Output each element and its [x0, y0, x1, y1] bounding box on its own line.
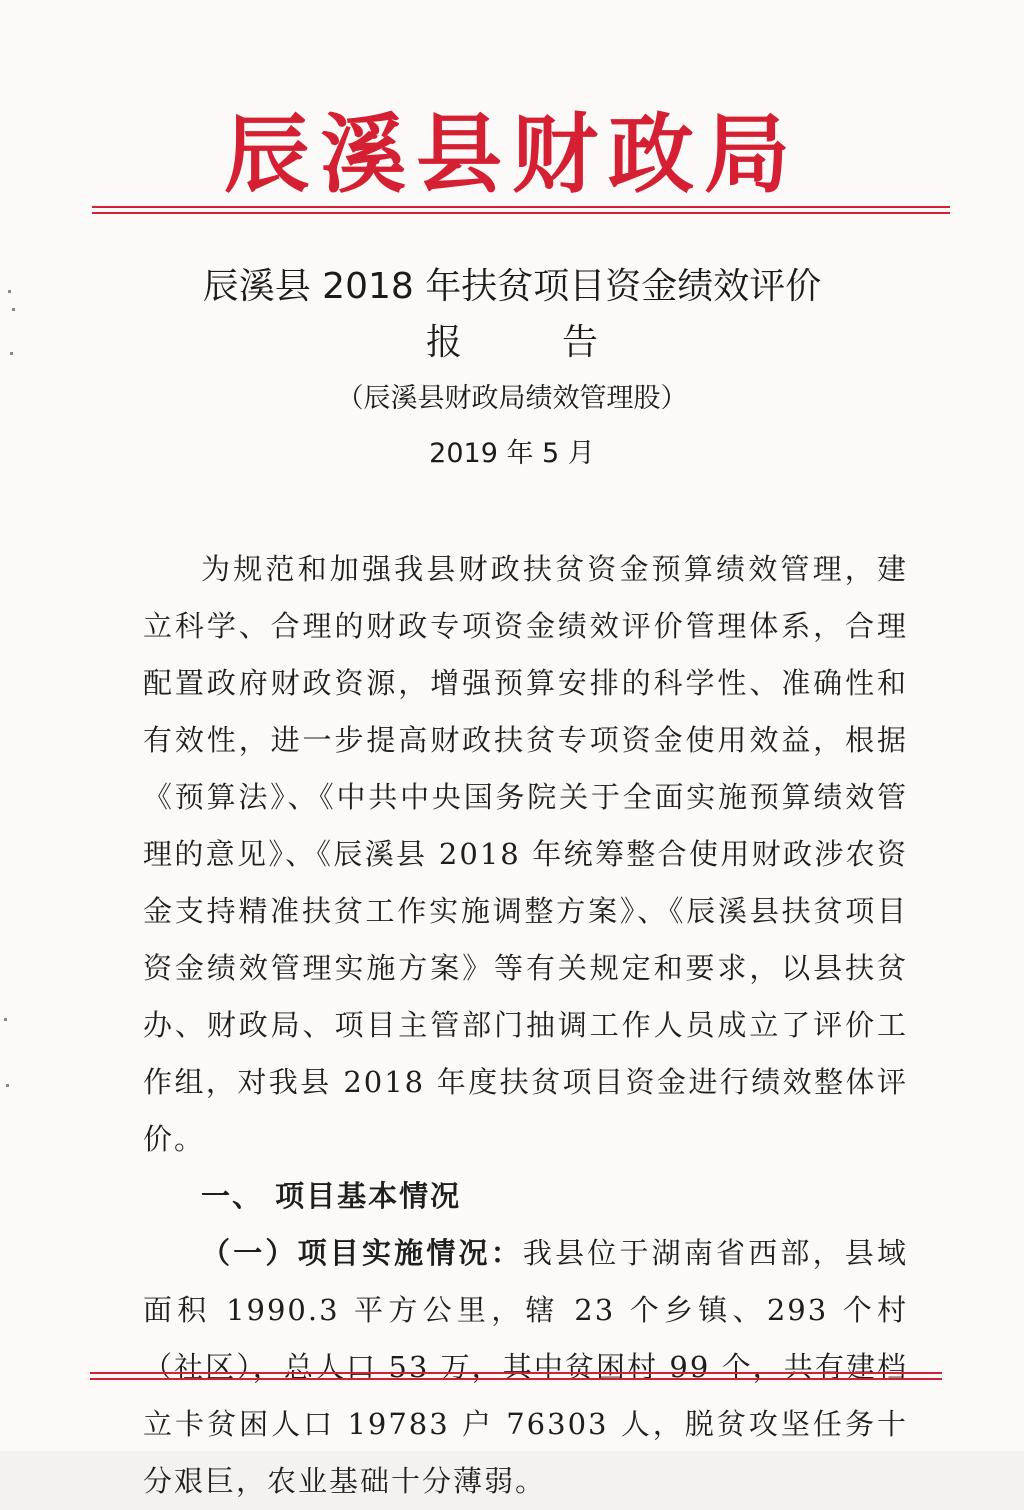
binding-mark: [4, 1018, 7, 1021]
binding-mark: [12, 308, 15, 311]
section-heading-1: 一、 项目基本情况: [201, 1179, 462, 1213]
letterhead-rule-thin: [92, 206, 950, 208]
subsection-paragraph-1: [143, 1225, 908, 1510]
report-date: 2019 年 5 月: [429, 438, 595, 469]
subsection-lead-1: （一）项目实施情况：: [201, 1236, 523, 1270]
footer-rule-thin: [90, 1372, 942, 1374]
letterhead-title: 辰溪县财政局: [224, 104, 800, 205]
report-issuer: （辰溪县财政局绩效管理股）: [336, 383, 688, 414]
binding-mark: [10, 352, 13, 355]
report-body: [143, 541, 908, 1510]
footer-rule-thick: [90, 1378, 942, 1380]
binding-mark: [6, 1084, 9, 1087]
binding-mark: [8, 290, 11, 293]
report-title-line-2: 报告: [425, 322, 698, 363]
intro-paragraph: 为规范和加强我县财政扶贫资金预算绩效管理，建立科学、合理的财政专项资金绩效评价管理体系，合理配置政府财政资源，增强预算安排的科学性、准确性和有效性，进一步提高财政扶贫专项资金使用效益，根据《预算法》、《中共中央国务院关于全面实施预算绩效管理的意见》、《辰溪县 2018 年统筹整合使用财政涉农资金支持精准扶贫工作实施调整方案》、《辰溪县扶贫项目资金绩效管理实施方案》等有关规定和要求，以县扶贫办、财政局、项目主管部门抽调工作人员成立了评价工作组，对我县 2018 年度扶贫项目资金进行绩效整体评价。: [143, 552, 908, 1156]
report-title-line-1: 辰溪县 2018 年扶贫项目资金绩效评价: [202, 266, 822, 307]
subsection-text-1: 我县位于湖南省西部，县域面积 1990.3 平方公里，辖 23 个乡镇、293 个村（社区），总人口 53 万，其中贫困村 99 个，共有建档立卡贫困人口 19783 户 76303 人，脱贫攻坚任务十分艰巨，农业基础十分薄弱。: [143, 1236, 908, 1498]
letterhead-rule-thick: [92, 212, 950, 214]
